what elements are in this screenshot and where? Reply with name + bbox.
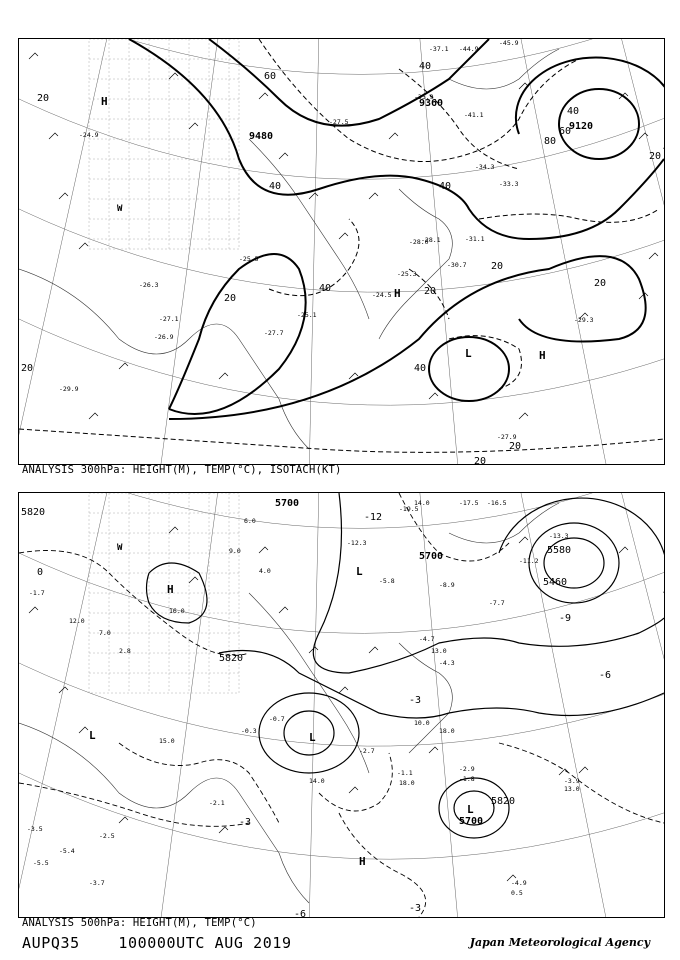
height-label: 9480 (249, 131, 274, 142)
temp-label: -0.7 (269, 715, 285, 723)
temp-label: -13.3 (549, 532, 569, 540)
temp-label: -25.1 (297, 311, 317, 319)
temp-label: -31.1 (465, 235, 485, 243)
temp-label: -26.9 (154, 333, 174, 341)
temp-label: -33.3 (499, 180, 519, 188)
chart-identifier (22, 934, 292, 952)
temp-label: -2.9 (459, 765, 475, 773)
temp-label: -3.5 (27, 825, 43, 833)
temp-label: -2.1 (209, 799, 225, 807)
temp-label: -7.7 (489, 599, 505, 607)
map-500-canvas (19, 493, 664, 917)
caption-500hpa: ANALYSIS 500hPa: HEIGHT(M), TEMP(°C) (22, 917, 257, 929)
bulletin-code: AUPQ35 (22, 934, 80, 952)
isotach-label: 20 (509, 441, 522, 452)
temp-label: -28.1 (421, 236, 441, 244)
temp-label: -1.7 (29, 589, 45, 597)
isotach-label: 20 (21, 363, 34, 374)
terrain-hatch-500 (89, 493, 239, 693)
isotherm-label: -12 (364, 512, 383, 523)
graticule-500 (19, 493, 664, 917)
isotach-label: 20 (224, 293, 237, 304)
height-label: 5820 (491, 796, 516, 807)
isotachs-300 (19, 39, 664, 452)
analysis-300hpa-map (18, 38, 665, 465)
isotach-label: 20 (491, 261, 504, 272)
pressure-center-high: H (539, 349, 546, 362)
pressure-center-high: H (167, 583, 174, 596)
wind-value: 6.0 (244, 517, 256, 525)
temp-label: -4.7 (419, 635, 435, 643)
isotach-label: 40 (269, 181, 282, 192)
temp-label: -29.9 (59, 385, 79, 393)
temp-label: -27.7 (264, 329, 284, 337)
pressure-center-high: H (101, 95, 108, 108)
temp-label: -34.3 (475, 163, 495, 171)
temp-label: -24.5 (372, 291, 392, 299)
pressure-center-high: H (359, 855, 366, 868)
temp-label: -25.5 (239, 255, 259, 263)
temp-label: -2.7 (359, 747, 375, 755)
coastline-500 (19, 503, 559, 903)
temp-label: -5.8 (379, 577, 395, 585)
isotach-label: 20 (474, 456, 487, 464)
height-label: 5700 (459, 816, 484, 827)
isotach-label: 60 (559, 126, 572, 137)
temp-label: -27.5 (329, 118, 349, 126)
caption-300hpa: ANALYSIS 300hPa: HEIGHT(M), TEMP(°C), ISOTACH(KT) (22, 464, 342, 476)
isotherm-label: 0 (37, 567, 44, 578)
pressure-center-low: L (89, 729, 96, 742)
terrain-hatch-300 (89, 39, 239, 249)
height-label: 9120 (569, 121, 594, 132)
isotherms-500 (19, 493, 664, 917)
temp-label: -11.2 (519, 557, 539, 565)
temp-label: -1.8 (459, 775, 475, 783)
map-300-canvas (19, 39, 664, 464)
temp-label: -5.5 (33, 859, 49, 867)
wind-value: 10.0 (414, 719, 430, 727)
isotach-label: 20 (594, 278, 607, 289)
pressure-center-high: H (394, 287, 401, 300)
isotherm-label: -3 (409, 903, 422, 914)
isotherm-label: -6 (294, 909, 307, 917)
isotherm-label: -3 (409, 695, 422, 706)
pressure-center-low: L (309, 731, 316, 744)
pressure-center-low: L (356, 565, 363, 578)
temp-label: -37.1 (429, 45, 449, 53)
isotherm-label: -6 (599, 670, 612, 681)
height-label: 5580 (547, 545, 572, 556)
temp-label: -17.5 (459, 499, 479, 507)
temp-label: -29.3 (574, 316, 594, 324)
wind-value: 13.0 (564, 785, 580, 793)
wind-value: 15.0 (159, 737, 175, 745)
height-label: 5820 (219, 653, 244, 664)
isotherm-label: -3 (239, 817, 252, 828)
temp-label: -4.3 (439, 659, 455, 667)
temp-label: -3.9 (564, 777, 580, 785)
isotach-label: 80 (544, 136, 557, 147)
isotach-label: 20 (37, 93, 50, 104)
temp-label: -26.3 (139, 281, 159, 289)
temp-label: -27.1 (159, 315, 179, 323)
temp-label: -16.5 (487, 499, 507, 507)
pressure-center-warm: W (117, 204, 123, 214)
isotach-label: 40 (414, 363, 427, 374)
temp-label: -28.0 (409, 238, 429, 246)
isotherm-label: -9 (559, 613, 572, 624)
temp-label: -45.9 (499, 39, 519, 47)
agency-name: Japan Meteorological Agency (469, 936, 650, 949)
wind-value: 4.0 (259, 567, 271, 575)
temp-label: -12.3 (347, 539, 367, 547)
temp-label: -41.1 (464, 111, 484, 119)
wind-value: 13.0 (431, 647, 447, 655)
wind-value: 2.8 (119, 647, 131, 655)
temp-label: -24.9 (79, 131, 99, 139)
wind-value: 12.0 (69, 617, 85, 625)
pressure-center-low: L (465, 347, 472, 360)
pressure-center-warm: W (117, 543, 123, 553)
wind-value: 7.0 (99, 629, 111, 637)
height-contours-300 (129, 39, 664, 419)
temp-label: -4.9 (511, 879, 527, 887)
temp-label: -3.7 (89, 879, 105, 887)
isotach-label: 60 (264, 71, 277, 82)
height-label: 5700 (275, 498, 300, 509)
isotach-label: 40 (567, 106, 580, 117)
temp-label: -2.5 (99, 832, 115, 840)
temp-label: -19.5 (399, 505, 419, 513)
height-label: 5820 (21, 507, 46, 518)
valid-time: 100000UTC AUG 2019 (118, 934, 292, 952)
temp-label: -25.3 (397, 270, 417, 278)
wind-value: 9.0 (229, 547, 241, 555)
height-label: 5460 (543, 577, 568, 588)
height-label: 5700 (419, 551, 444, 562)
temp-label: -8.9 (439, 581, 455, 589)
temp-label: -27.9 (497, 433, 517, 441)
wind-value: 16.0 (169, 607, 185, 615)
isotach-label: 40 (319, 283, 332, 294)
temp-label: -1.1 (397, 769, 413, 777)
wind-value: 14.0 (414, 499, 430, 507)
temp-label: -0.3 (241, 727, 257, 735)
isotach-label: 40 (419, 61, 432, 72)
isotach-label: 20 (649, 151, 662, 162)
analysis-500hpa-map (18, 492, 665, 918)
pressure-center-low: L (467, 803, 474, 816)
isotach-label: 20 (424, 286, 437, 297)
temp-label: -5.4 (59, 847, 75, 855)
isotach-label: 40 (439, 181, 452, 192)
height-label: 9360 (419, 98, 444, 109)
wind-value: 18.0 (439, 727, 455, 735)
wind-value: 18.0 (399, 779, 415, 787)
wind-value: 14.0 (309, 777, 325, 785)
temp-label: -35.9 (414, 93, 434, 101)
temp-label: -30.7 (447, 261, 467, 269)
temp-label: -44.9 (459, 45, 479, 53)
wind-value: 0.5 (511, 889, 523, 897)
